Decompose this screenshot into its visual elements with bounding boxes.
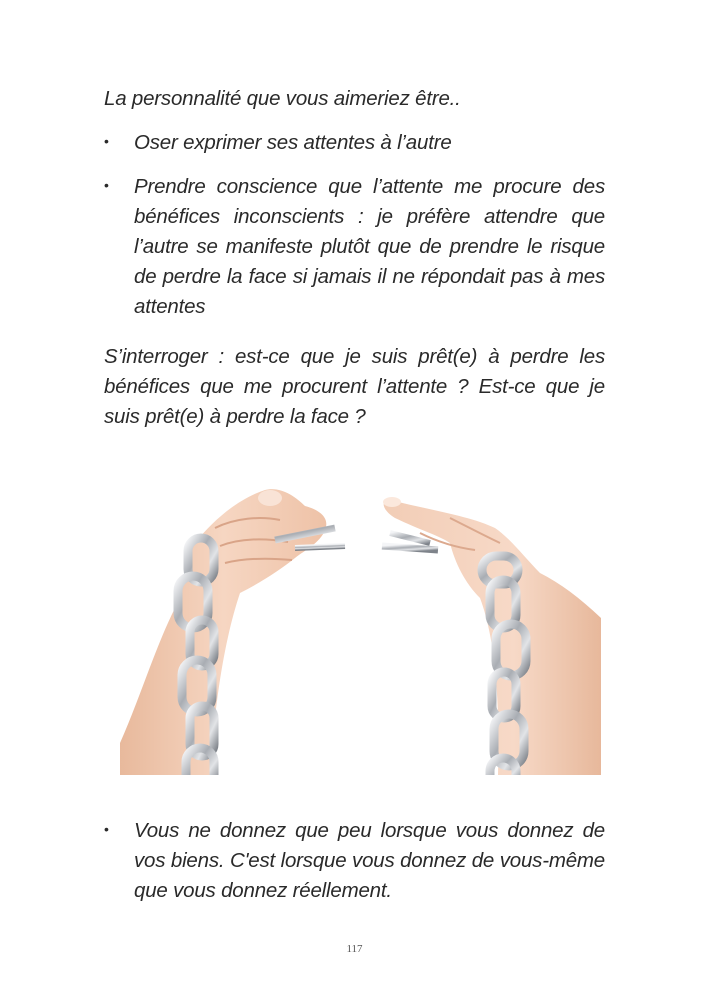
left-hand — [120, 489, 326, 775]
page-number: 117 — [346, 943, 363, 955]
bullet-item — [104, 816, 605, 906]
bullet-symbol: • — [104, 133, 109, 149]
bullet-text: Prendre conscience que l’attente me procure des bénéfices inconscients : je préfère attendre que l’autre se manifeste plutôt que de prendre le risque de perdre la face si jamais il ne répondait pas à mes attentes — [134, 175, 605, 318]
broken-chain-hands-image — [120, 488, 601, 775]
bullet-list — [104, 128, 605, 336]
bullet-item — [104, 128, 605, 158]
bullet-symbol: • — [104, 821, 109, 837]
bullet-text: Oser exprimer ses attentes à l’autre — [134, 131, 452, 154]
closing-bullet-list — [104, 816, 605, 920]
bullet-text: Vous ne donnez que peu lorsque vous donnez de vos biens. C'est lorsque vous donnez de vous-même que vous donnez réellement. — [134, 819, 605, 902]
question-paragraph: S’interroger : est-ce que je suis prêt(e) à perdre les bénéfices que me procurent l’attente ? Est-ce que je suis prêt(e) à perdre la face ? — [104, 345, 605, 428]
intro-line: La personnalité que vous aimeriez être.. — [104, 87, 461, 110]
bullet-symbol: • — [104, 177, 109, 193]
bullet-item — [104, 172, 605, 322]
